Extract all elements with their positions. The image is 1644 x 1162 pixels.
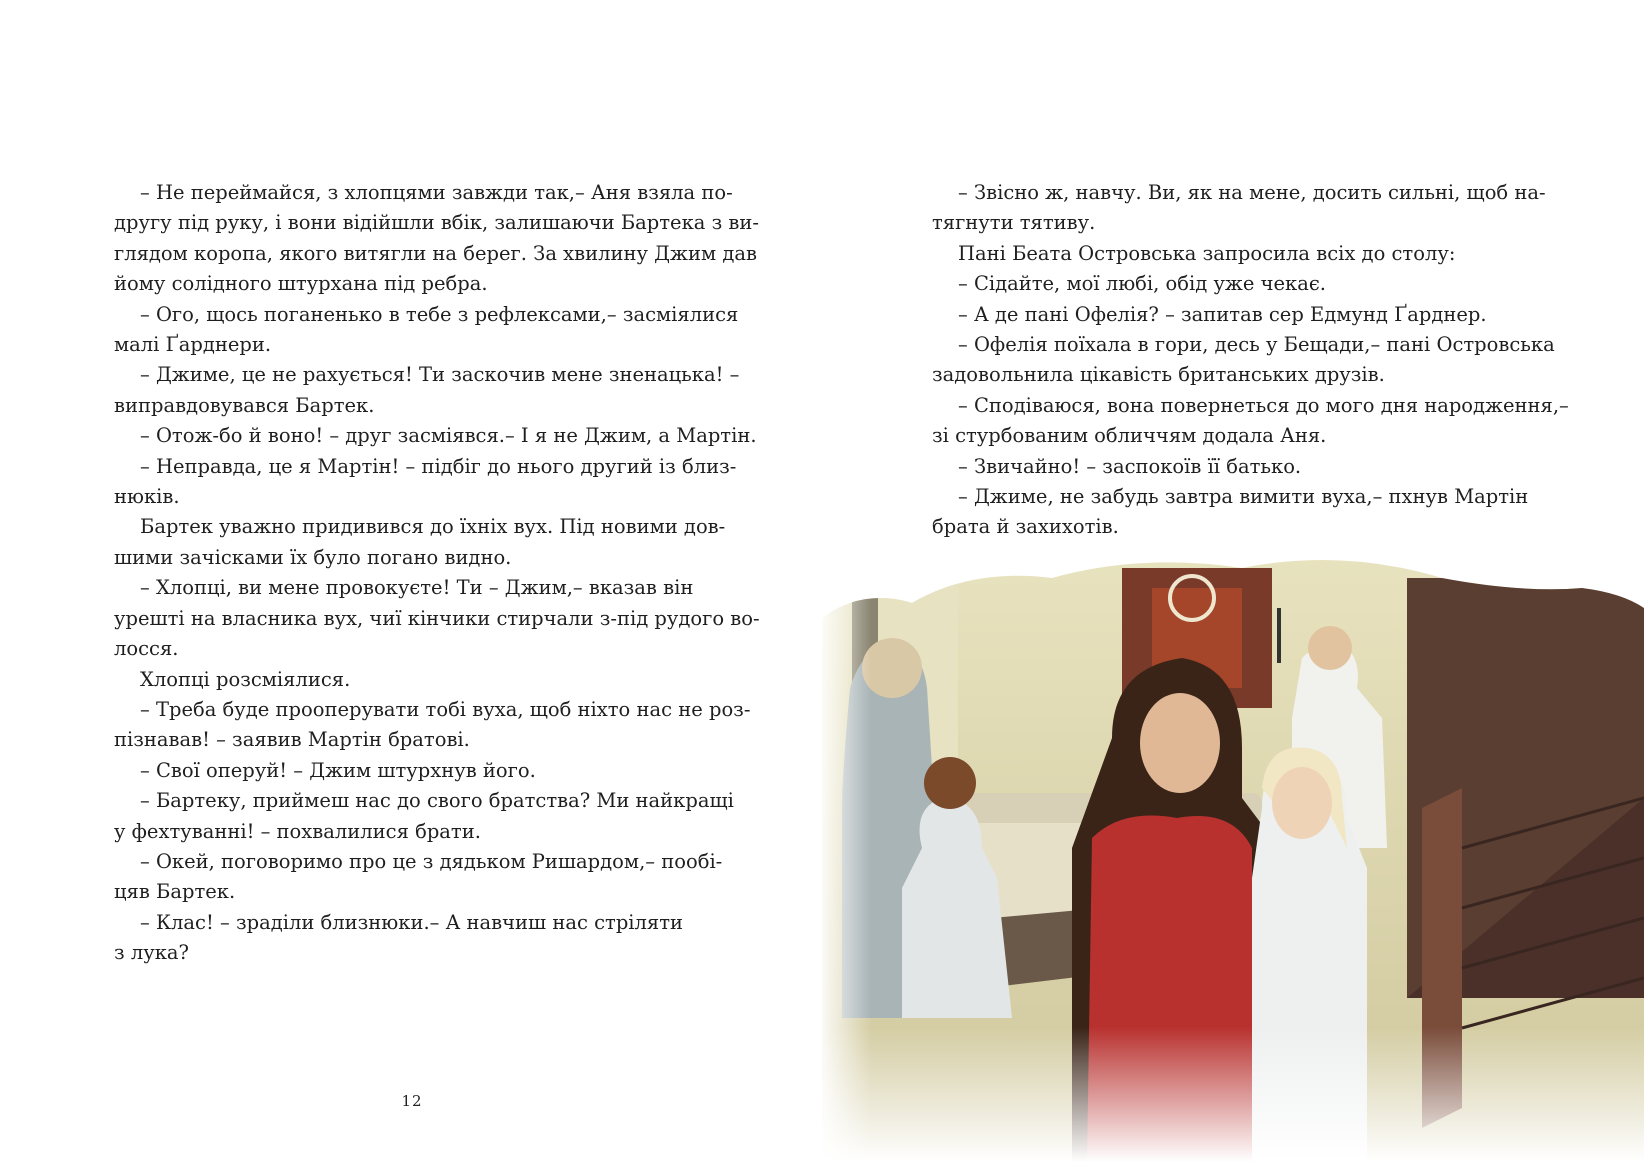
paragraph <box>932 239 1527 269</box>
paragraph <box>932 269 1527 299</box>
text-line: – Джиме, це не рахується! Ти заскочив мене зненацька! – <box>140 363 740 387</box>
text-line: – А де пані Офелія? – запитав сер Едмунд Ґарднер. <box>958 302 1487 326</box>
paragraph <box>114 360 740 421</box>
text-line: малі Ґарднери. <box>114 333 272 357</box>
text-line: Бартек уважно придивився до їхніх вух. Під новими дов- <box>140 515 726 539</box>
paragraph <box>114 573 760 664</box>
paragraph <box>114 756 707 786</box>
paragraph <box>932 330 1555 391</box>
story-illustration <box>822 548 1644 1162</box>
text-line: – Хлопці, ви мене провокуєте! Ти – Джим,– вказав він <box>140 576 694 600</box>
text-line: – Звісно ж, навчу. Ви, як на мене, досить сильні, щоб на- <box>958 181 1546 204</box>
illustration-painting <box>822 548 1644 1162</box>
paragraph <box>114 421 757 451</box>
paragraph <box>932 391 1569 452</box>
text-line: – Не переймайся, з хлопцями завжди так,– Аня взяла по- <box>140 181 733 204</box>
text-line: нюків. <box>114 485 180 509</box>
paragraph <box>114 178 759 300</box>
text-line: задовольнила цікавість британських друзів. <box>932 363 1385 387</box>
text-line: пізнавав! – заявив Мартін братові. <box>114 728 470 752</box>
text-line: – Клас! – зраділи близнюки.– А навчиш нас стріляти <box>140 910 684 934</box>
right-text-block <box>932 178 1569 543</box>
paragraph <box>114 695 751 756</box>
paragraph <box>114 786 734 847</box>
text-line: у фехтуванні! – похвалилися брати. <box>114 819 481 843</box>
text-line: – Окей, поговоримо про це з дядьком Ришардом,– пообі- <box>140 849 723 873</box>
paragraph <box>114 300 739 361</box>
text-line: брата й захихотів. <box>932 515 1119 539</box>
text-line: Пані Беата Островська запросила всіх до столу: <box>958 241 1456 265</box>
paragraph <box>114 847 723 908</box>
text-line: – Бартеку, приймеш нас до свого братства? Ми найкращі <box>140 789 734 813</box>
text-line: глядом коропа, якого витягли на берег. За хвилину Джим дав <box>114 241 757 265</box>
text-line: виправдовувався Бартек. <box>114 393 375 417</box>
text-line: тягнути тятиву. <box>932 211 1096 235</box>
text-line: – Джиме, не забудь завтра вимити вуха,– пхнув Мартін <box>958 485 1529 509</box>
text-line: – Офелія поїхала в гори, десь у Бещади,– пані Островська <box>958 333 1555 357</box>
text-line: – Ого, щось поганенько в тебе з рефлексами,– засміялися <box>140 302 739 326</box>
text-line: шими зачісками їх було погано видно. <box>114 545 512 569</box>
left-text-block <box>114 178 760 969</box>
text-line: зі стурбованим обличчям додала Аня. <box>932 424 1327 448</box>
paragraph <box>932 178 1546 239</box>
text-line: йому солідного штурхана під ребра. <box>114 272 488 296</box>
text-line: другу під руку, і вони відійшли вбік, залишаючи Бартека з ви- <box>114 211 759 235</box>
text-line: – Сподіваюся, вона повернеться до мого дня народження,– <box>958 393 1569 417</box>
paragraph <box>932 300 1527 330</box>
text-line: – Сідайте, мої любі, обід уже чекає. <box>958 272 1326 296</box>
text-line: з лука? <box>114 941 189 965</box>
paragraph <box>932 482 1527 543</box>
text-line: цяв Бартек. <box>114 880 236 904</box>
paragraph <box>114 908 707 969</box>
paragraph <box>114 512 726 573</box>
text-line: – Треба буде прооперувати тобі вуха, щоб ніхто нас не роз- <box>140 697 751 721</box>
paragraph <box>932 452 1527 482</box>
text-line: – Неправда, це я Мартін! – підбіг до нього другий із близ- <box>140 454 737 478</box>
text-line: лосся. <box>114 637 179 661</box>
text-line: – Свої оперуй! – Джим штурхнув його. <box>140 758 536 782</box>
paragraph <box>114 665 707 695</box>
text-line: урешті на власника вух, чиї кінчики стирчали з-під рудого во- <box>114 606 760 630</box>
paragraph <box>114 452 737 513</box>
page-number: 12 <box>401 1092 423 1110</box>
text-line: – Отож-бо й воно! – друг засміявся.– І я не Джим, а Мартін. <box>140 424 757 448</box>
right-page <box>822 0 1644 1162</box>
text-line: – Звичайно! – заспокоїв її батько. <box>958 454 1302 478</box>
text-line: Хлопці розсміялися. <box>140 667 351 691</box>
